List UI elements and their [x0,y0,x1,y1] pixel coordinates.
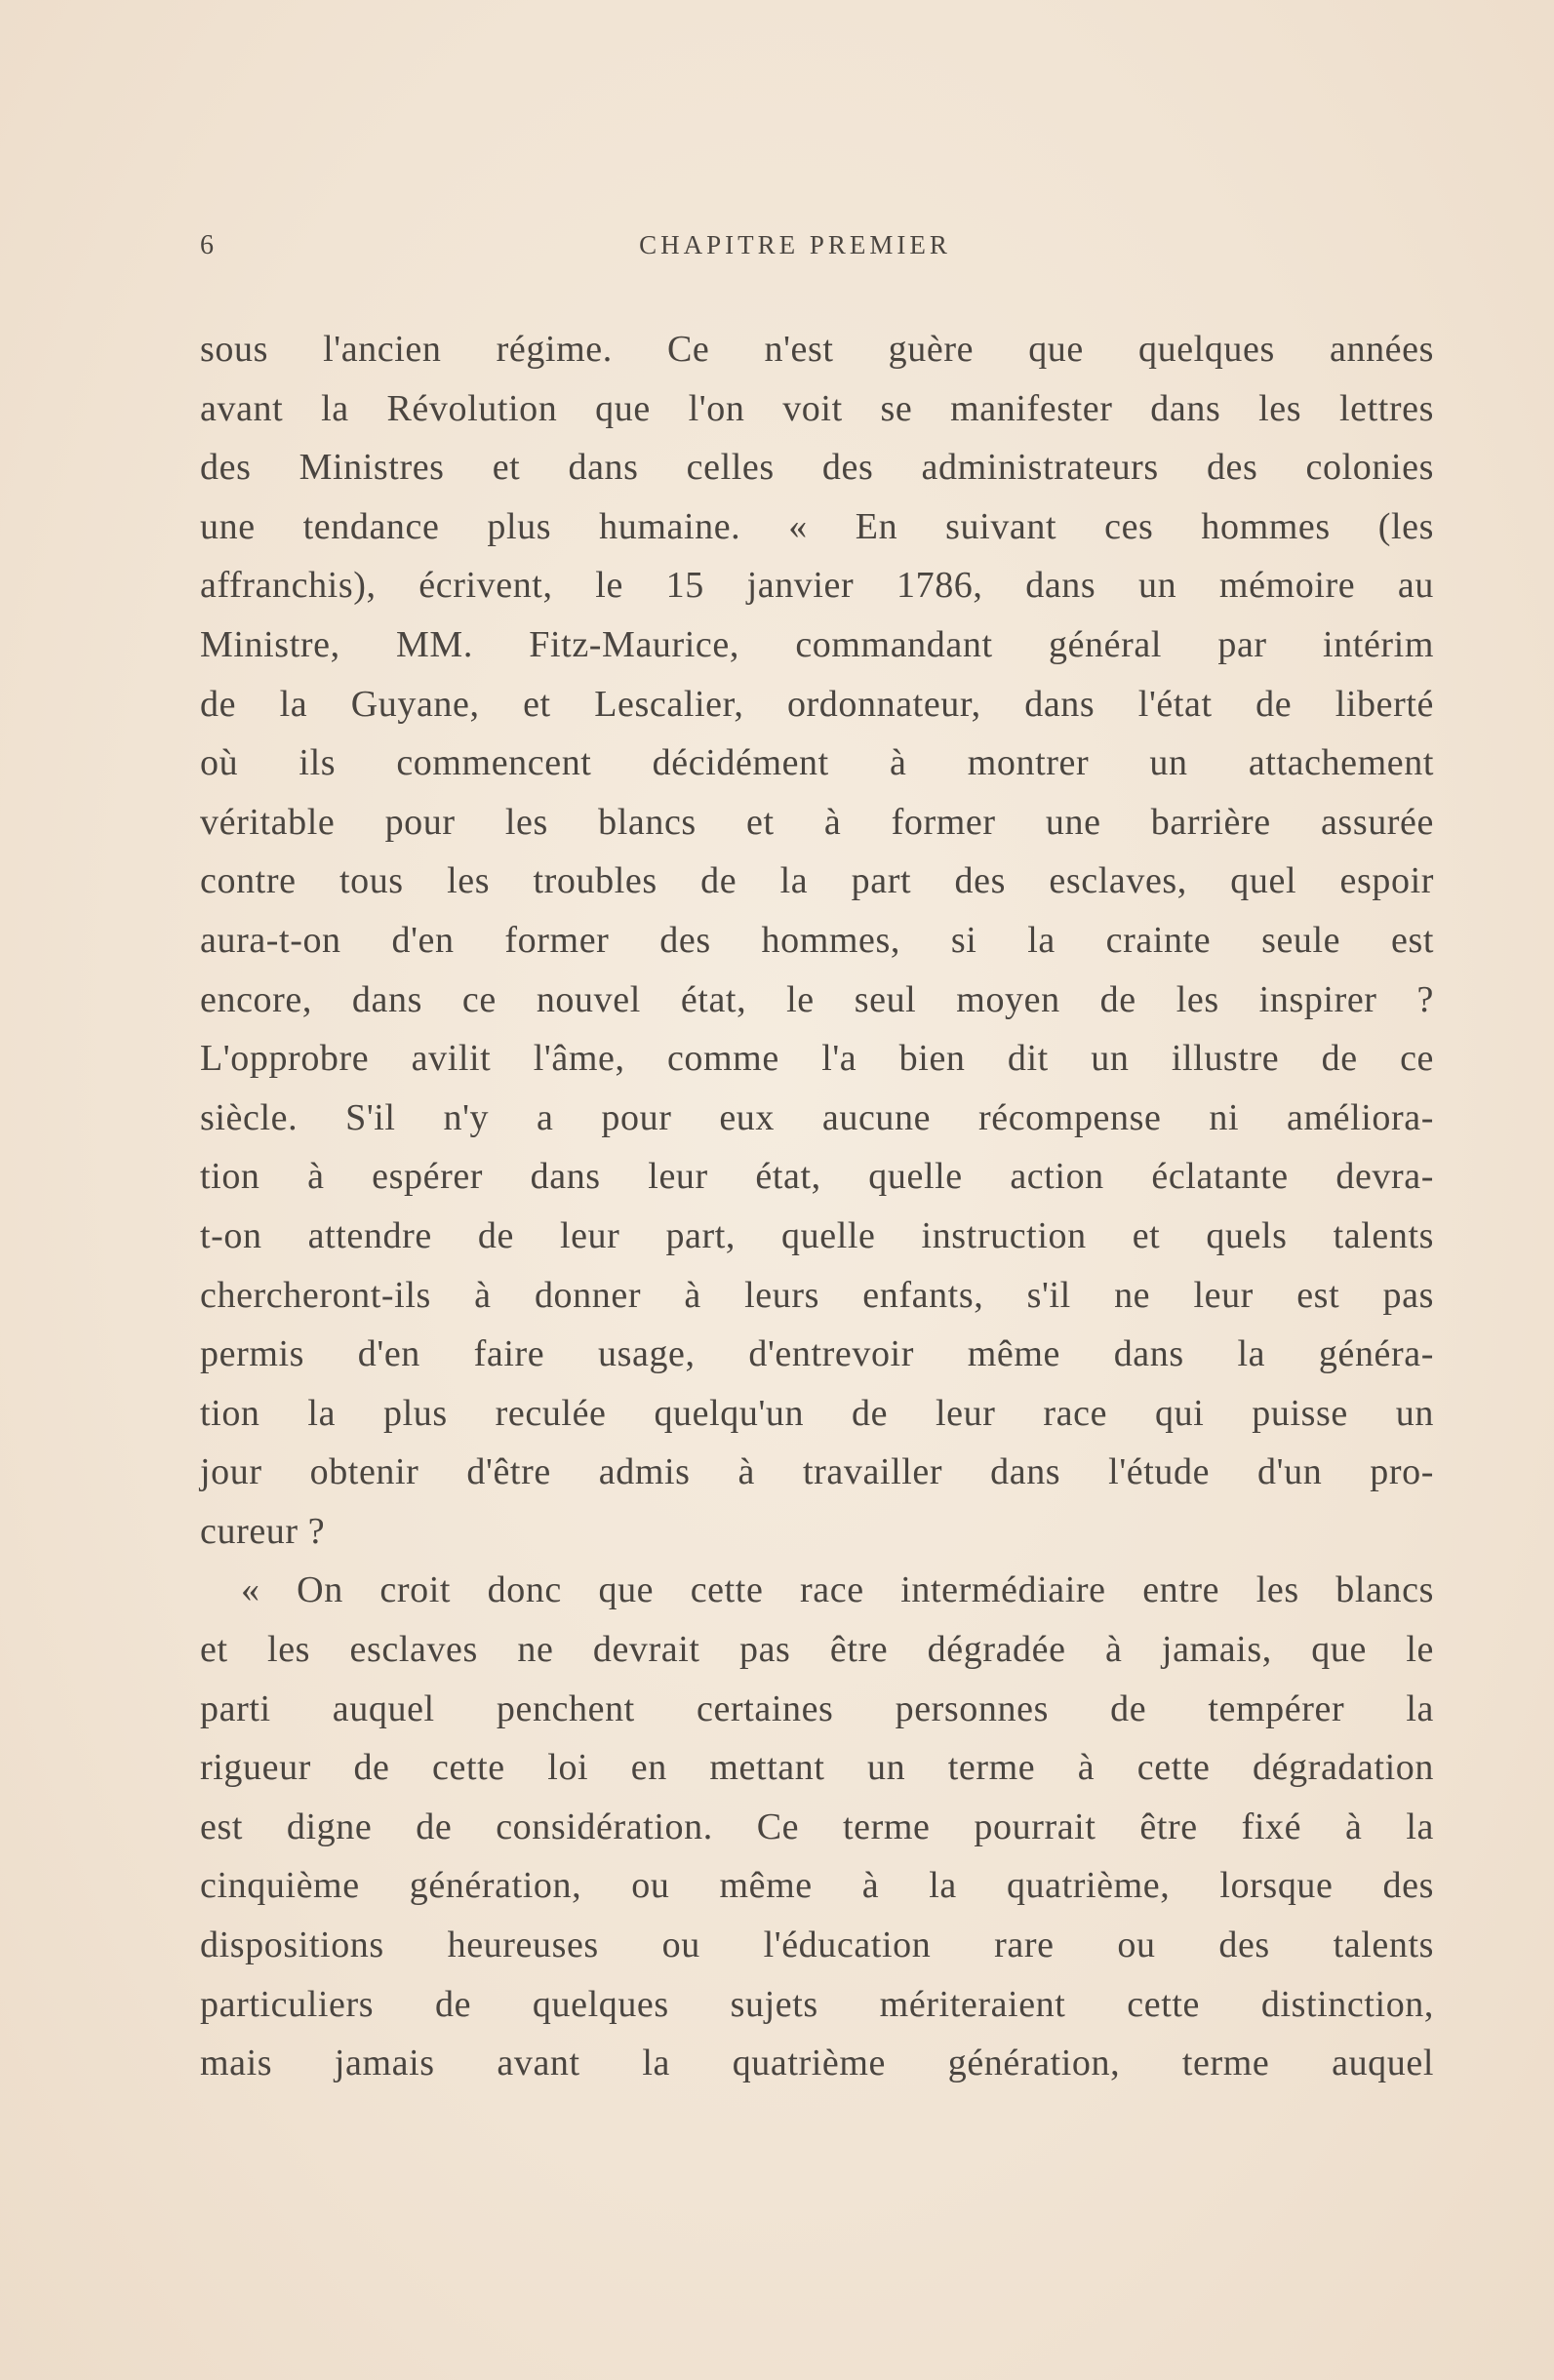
text-line: de la Guyane, et Lescalier, ordonnateur, dans l'état de liberté [200,683,1434,725]
text-line: siècle. S'il n'y a pour eux aucune récompense ni améliora- [200,1096,1434,1138]
text-line: tion à espérer dans leur état, quelle action éclatante devra- [200,1156,1434,1198]
text-line: Ministre, MM. Fitz-Maurice, commandant général par intérim [200,623,1434,665]
running-head: CHAPITRE PREMIER [639,230,951,259]
text-line: encore, dans ce nouvel état, le seul moyen de les inspirer ? [200,978,1434,1020]
text-line: avant la Révolution que l'on voit se manifester dans les lettres [200,387,1434,429]
text-line: affranchis), écrivent, le 15 janvier 1786, dans un mémoire au [200,565,1434,607]
text-line: des Ministres et dans celles des administrateurs des colonies [200,447,1434,489]
text-line: où ils commencent décidément à montrer un attachement [200,742,1434,784]
paragraph [200,1561,1434,2092]
text-line: L'opprobre avilit l'âme, comme l'a bien dit un illustre de ce [200,1038,1434,1080]
text-line: permis d'en faire usage, d'entrevoir même dans la généra- [200,1333,1434,1375]
text-line: aura-t-on d'en former des hommes, si la crainte seule est [200,919,1434,961]
page-number: 6 [200,230,215,260]
text-line: chercheront-ils à donner à leurs enfants, s'il ne leur est pas [200,1274,1434,1316]
text-line: est digne de considération. Ce terme pourrait être fixé à la [200,1805,1434,1847]
text-line: mais jamais avant la quatrième génération, terme auquel [200,2043,1434,2084]
text-line: tion la plus reculée quelqu'un de leur race qui puisse un [200,1392,1434,1434]
text-line: t-on attendre de leur part, quelle instruction et quels talents [200,1214,1434,1256]
text-line: jour obtenir d'être admis à travailler dans l'étude d'un pro- [200,1451,1434,1493]
body-text [200,320,1434,2093]
text-line: rigueur de cette loi en mettant un terme à cette dégradation [200,1747,1434,1789]
paragraph [200,320,1434,1561]
text-line: parti auquel penchent certaines personnes de tempérer la [200,1687,1434,1729]
page-header [200,230,1361,269]
text-line: une tendance plus humaine. « En suivant ces hommes (les [200,505,1434,547]
text-line: contre tous les troubles de la part des esclaves, quel espoir [200,860,1434,902]
text-line: cinquième génération, ou même à la quatrième, lorsque des [200,1865,1434,1907]
text-line: et les esclaves ne devrait pas être dégradée à jamais, que le [200,1629,1434,1671]
text-line: sous l'ancien régime. Ce n'est guère que quelques années [200,329,1434,370]
text-line: cureur ? [200,1510,326,1552]
text-line: « On croit donc que cette race intermédiaire entre les blancs [241,1569,1434,1611]
text-line: dispositions heureuses ou l'éducation rare ou des talents [200,1924,1434,1966]
text-line: véritable pour les blancs et à former une barrière assurée [200,801,1434,843]
text-line: particuliers de quelques sujets mériteraient cette distinction, [200,1983,1434,2025]
